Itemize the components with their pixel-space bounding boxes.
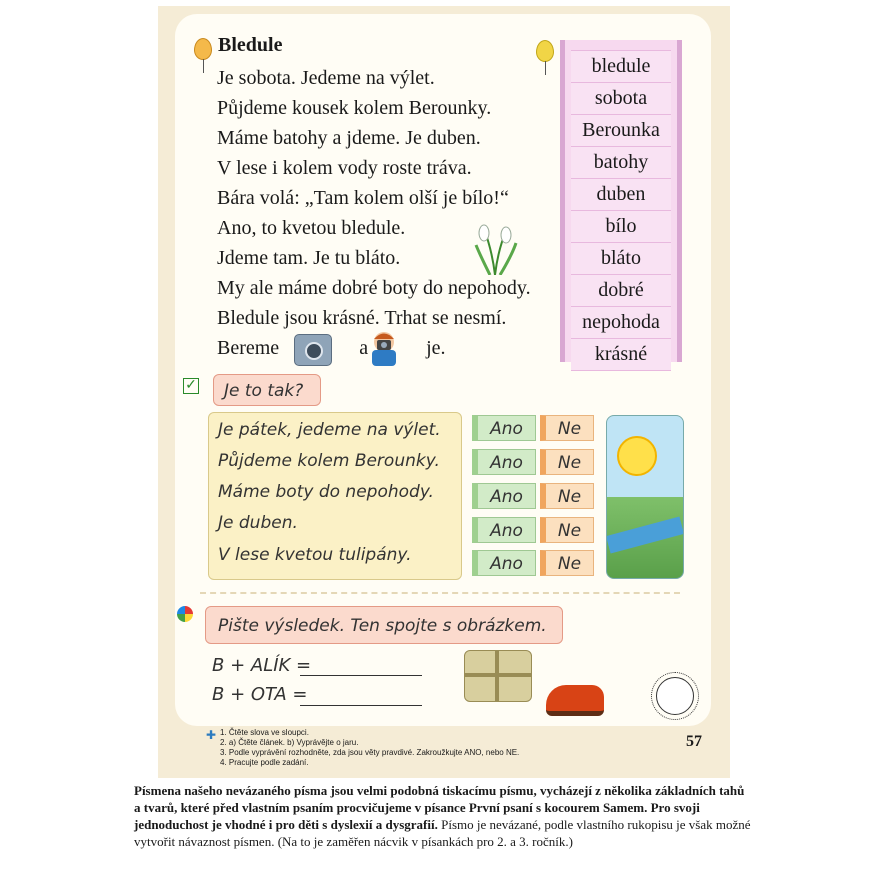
caption-normal: Písmo je nevázané, podle vlastního rukopisu je však možné vytvořit návaznost písmen. (Na to je zaměřen nácvik v písankách pro 2. a 3. ročník.) xyxy=(134,817,751,849)
word-item: duben xyxy=(571,179,671,211)
exercise-heading: Pište výsledek. Ten spojte s obrázkem. xyxy=(205,606,563,644)
checkbox-icon: ✓ xyxy=(183,378,199,394)
last-line-start: Bereme xyxy=(217,337,280,359)
balloon-icon xyxy=(536,40,554,62)
formula: B + ALÍK = xyxy=(212,655,312,676)
puzzle-icon: ✚ xyxy=(206,728,217,742)
word-item: dobré xyxy=(571,275,671,307)
story-line: My ale máme dobré boty do nepohody. xyxy=(217,277,531,299)
last-line-end: je. xyxy=(426,337,446,359)
last-line-middle: a xyxy=(359,337,369,359)
answer-yes-button[interactable]: Ano xyxy=(472,415,536,441)
quiz-statement: Půjdeme kolem Berounky. xyxy=(218,451,440,471)
word-item: sobota xyxy=(571,83,671,115)
quiz-heading: Je to tak? xyxy=(213,374,321,406)
answer-line[interactable] xyxy=(300,675,422,676)
footnote: 2. a) Čtěte článek. b) Vyprávějte o jaru. xyxy=(220,738,359,747)
shoe-illustration xyxy=(546,685,604,716)
story-line: Bára volá: „Tam kolem olší je bílo!“ xyxy=(217,187,509,209)
answer-no-button[interactable]: Ne xyxy=(540,517,594,543)
answer-no-button[interactable]: Ne xyxy=(540,550,594,576)
sun-icon xyxy=(617,436,657,476)
word-item: nepohoda xyxy=(571,307,671,339)
story-line: Jdeme tam. Je tu bláto. xyxy=(217,247,401,269)
story-line: Ano, to kvetou bledule. xyxy=(217,217,406,239)
caption xyxy=(134,782,754,850)
caption-bold: Písmena našeho nevázaného písma jsou velmi podobná tiskacímu písmu, vycházejí z několika základních tahů a tvarů, které před vlastním psaním procvičujeme v písance První psaní s kocourem Samem. Pro svoji jednoduchost je vhodné i pro děti s dyslexií a dysgrafií. xyxy=(134,783,745,832)
word-item: bláto xyxy=(571,243,671,275)
snowdrop-illustration xyxy=(470,215,520,275)
word-item: batohy xyxy=(571,147,671,179)
quiz-statement: Máme boty do nepohody. xyxy=(218,482,434,502)
word-item: Berounka xyxy=(571,115,671,147)
landscape-illustration xyxy=(606,415,684,579)
balloon-icon xyxy=(194,38,212,60)
story-line: Půjdeme kousek kolem Berounky. xyxy=(217,97,492,119)
page-number: 57 xyxy=(686,733,702,750)
story-text xyxy=(217,63,531,363)
child-photographer-illustration xyxy=(362,330,406,366)
beach-ball-icon xyxy=(177,606,193,622)
story-line: V lese i kolem vody roste tráva. xyxy=(217,157,472,179)
answer-yes-button[interactable]: Ano xyxy=(472,550,536,576)
word-column xyxy=(560,40,682,365)
sun-illustration xyxy=(656,677,694,715)
quiz-statement: Je pátek, jedeme na výlet. xyxy=(218,420,441,440)
answer-yes-button[interactable]: Ano xyxy=(472,483,536,509)
section-divider xyxy=(200,592,680,594)
footnotes xyxy=(220,728,519,768)
word-item: krásné xyxy=(571,339,671,371)
footnote: 4. Pracujte podle zadání. xyxy=(220,758,309,767)
answer-no-button[interactable]: Ne xyxy=(540,415,594,441)
parcel-illustration xyxy=(464,650,532,702)
answer-yes-button[interactable]: Ano xyxy=(472,449,536,475)
river-shape xyxy=(606,516,684,553)
quiz-statement: V lese kvetou tulipány. xyxy=(218,545,412,565)
footnote: 3. Podle vyprávění rozhodněte, zda jsou věty pravdivé. Zakroužkujte ANO, nebo NE. xyxy=(220,748,520,757)
word-item: bledule xyxy=(571,50,671,83)
story-title: Bledule xyxy=(218,34,283,56)
answer-line[interactable] xyxy=(300,705,422,706)
answer-no-button[interactable]: Ne xyxy=(540,449,594,475)
story-line: Máme batohy a jdeme. Je duben. xyxy=(217,127,481,149)
quiz-statement: Je duben. xyxy=(218,513,298,533)
word-item: bílo xyxy=(571,211,671,243)
camera-icon xyxy=(294,334,332,366)
answer-no-button[interactable]: Ne xyxy=(540,483,594,509)
story-line: Je sobota. Jedeme na výlet. xyxy=(217,67,435,89)
story-line: Bledule jsou krásné. Trhat se nesmí. xyxy=(217,307,507,329)
footnote: 1. Čtěte slova ve sloupci. xyxy=(220,728,309,737)
answer-yes-button[interactable]: Ano xyxy=(472,517,536,543)
formula: B + OTA = xyxy=(212,684,308,705)
